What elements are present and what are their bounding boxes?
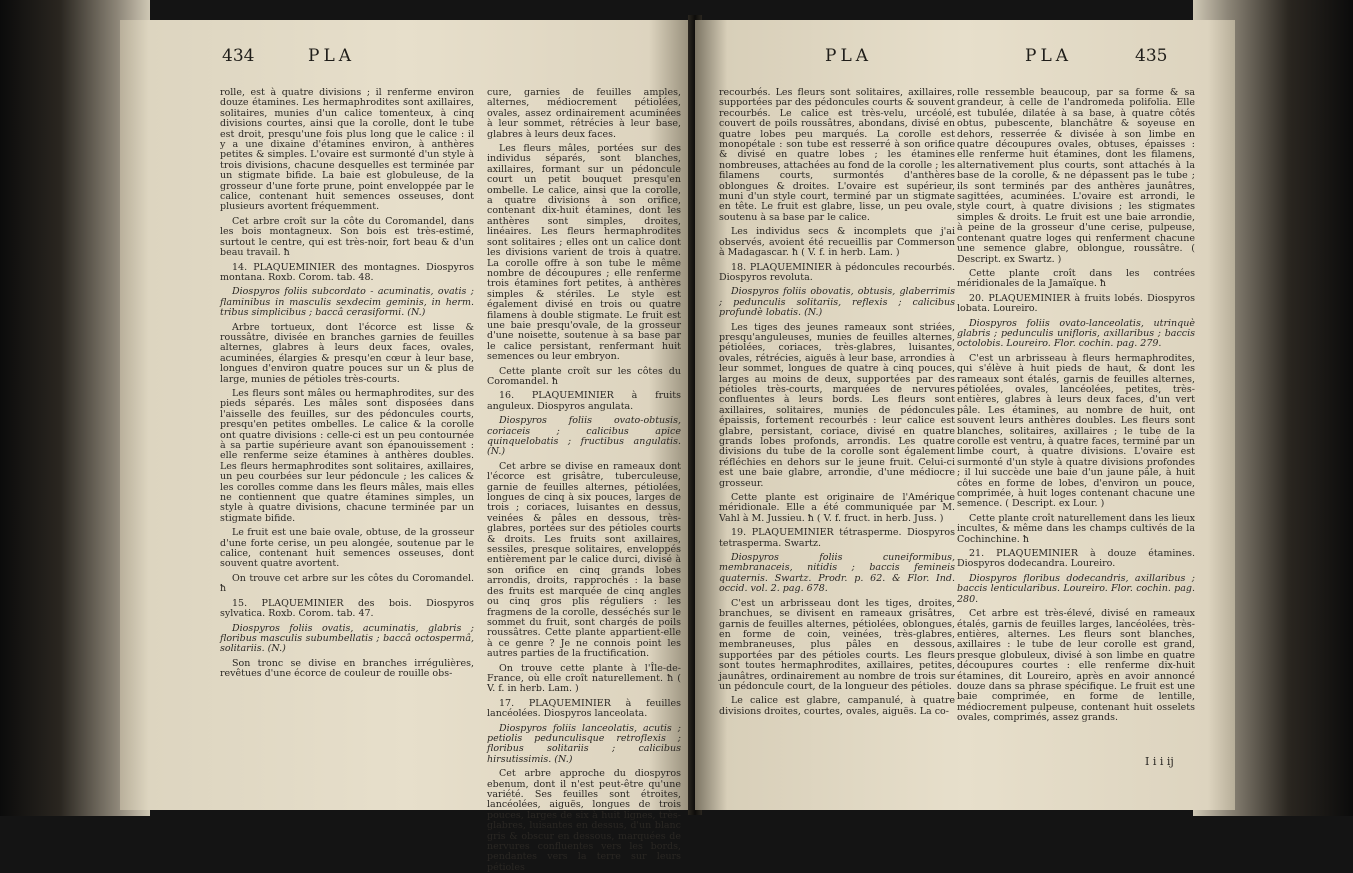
right-column-1 — [719, 88, 955, 744]
paragraph: Le calice est glabre, campanulé, à quatre divisions droites, courtes, ovales, aiguës. La co- — [719, 695, 955, 717]
paragraph: recourbés. Les fleurs sont solitaires, axillaires, supportées par des pédoncules courts & souvent recourbés. Le calice est très-velu, urcéolé, couvert de poils roussâtres, abondans, divisé en quatre lobes peu marqués. La corolle est monopétale : son tube est resserré à son orifice & divisé en quatre lobes ; les étamines nombreuses, attachées au fond de la corolle ; les filamens courts, surmontés d'anthères oblongues & droites. L'ovaire est supérieur, muni d'un style court, terminé par un stigmate en tête. Le fruit est glabre, lisse, un peu ovale, soutenu à sa base par le calice. — [719, 87, 955, 223]
paragraph: 14. PLAQUEMINIER des montagnes. Diospyros montana. Roxb. Corom. tab. 48. — [220, 261, 474, 283]
paragraph: Diospyros floribus dodecandris, axillaribus ; baccis lenticularibus. Loureiro. Flor. cochin. pag. 280. — [957, 572, 1195, 605]
paragraph: Diospyros foliis ovato-lanceolatis, utrinquè glabris ; pedunculis unifloris, axillaribus ; baccis octolobis. Loureiro. Flor. cochin. pag. 279. — [957, 317, 1195, 350]
paragraph: Diospyros foliis ovato-obtusis, coriaceis ; calicibus apice quinquelobatis ; fructibus angulatis. (N.) — [487, 415, 681, 458]
paragraph: Diospyros foliis subcordato - acuminatis, ovatis ; flaminibus in masculis sexdecim geminis, in herm. tribus simplicibus ; baccâ cerasiformi. (N.) — [220, 286, 474, 319]
paragraph: 19. PLAQUEMINIER tétrasperme. Diospyros tetrasperma. Swartz. — [719, 527, 955, 549]
paragraph: rolle ressemble beaucoup, par sa forme & sa grandeur, à celle de l'andromeda polifolia. Elle est tubulée, dilatée à sa base, à quatre côtés obtus, pubescente, blanchâtre & soyeuse en dehors, resserrée & divisée à son limbe en quatre découpures ovales, obtuses, épaisses : elle renferme huit étamines, dont les filamens, alternativement plus courts, sont attachés à la base de la corolle, & ne dépassent pas le tube ; ils sont terminés par des anthères jaunâtres, sagittées, acuminées. L'ovaire est arrondi, le style court, à quatre divisions ; les stigmates simples & droits. Le fruit est une baie arrondie, à peine de la grosseur d'une cerise, pulpeuse, contenant quatre loges qui renferment chacune une semence glabre, oblongue, roussâtre. ( Descript. ex Swartz. ) — [957, 87, 1195, 265]
paragraph: Cet arbre approche du diospyros ebenum, dont il n'est peut-être qu'une variété. Ses feuilles sont étroites, lancéolées, aiguës, longues de trois pouces, larges de six à huit lignes, très-glabres, luisantes en dessus, d'un blanc gris & obscur en dessous, marquées de nervures confluentes vers les bords, pendantes vers la terre sur leurs pétioles — [487, 768, 681, 873]
paragraph: C'est un arbrisseau dont les tiges, droites, branchues, se divisent en rameaux grisâtres, garnis de feuilles alternes, pétiolées, oblongues, en forme de coin, veinées, très-glabres, membraneuses, plus pâles en dessous, supportées par des pétioles courts. Les fleurs sont toutes hermaphrodites, axillaires, petites, jaunâtres, ordinairement au nombre de trois sur un pédoncule court, de la longueur des pétioles. — [719, 597, 955, 692]
paragraph: cure, garnies de feuilles amples, alternes, médiocrement pétiolées, ovales, assez ordinairement acuminées à leur sommet, rétrécies à leur base, glabres à leurs deux faces. — [487, 87, 681, 140]
paragraph: On trouve cette plante à l'Île-de-France, où elle croît naturellement. ħ ( V. f. in herb. Lam. ) — [487, 662, 681, 695]
running-header-right-1: PLA — [825, 46, 873, 66]
paragraph: Cette plante croît naturellement dans les lieux incultes, & même dans les champs cultivés de la Cochinchine. ħ — [957, 512, 1195, 545]
paragraph: Les fleurs mâles, portées sur des individus séparés, sont blanches, axillaires, formant sur un pédoncule court un petit bouquet presqu'en ombelle. Le calice, ainsi que la corolle, a quatre divisions à son orifice, contenant dix-huit étamines, dont les anthères sont simples, droites, linéaires. Les fleurs hermaphrodites sont solitaires ; elles ont un calice dont les divisions varient de trois à quatre. La corolle offre à son tube le même nombre de découpures ; elle renferme trois étamines fort petites, à anthères simples & stériles. Le style est également divisé en trois ou quatre filamens à double stigmate. Le fruit est une baie presqu'ovale, de la grosseur d'une noisette, soutenue à sa base par le calice persistant, renfermant huit semences ou leur embryon. — [487, 143, 681, 363]
paragraph: Cet arbre se divise en rameaux dont l'écorce est grisâtre, tuberculeuse, garnie de feuilles alternes, pétiolées, longues de cinq à six pouces, larges de trois ; coriaces, luisantes en dessus, veinées & pâles en dessous, très-glabres, portées sur des pétioles courts & droits. Les fruits sont axillaires, sessiles, presque solitaires, enveloppés entièrement par le calice durci, divisé à son orifice en cinq grands lobes arrondis, droits, rapprochés : la base des fruits est marquée de cinq angles ou cinq gros plis réguliers : les fragmens de la corolle, desséchés sur le sommet du fruit, sont chargés de poils roussâtres. Cette plante appartient-elle à ce genre ? Je ne connois point les autres parties de la fructification. — [487, 460, 681, 660]
paragraph: Les individus secs & incomplets que j'ai observés, avoient été recueillis par Commerson à Madagascar. ħ ( V. f. in herb. Lam. ) — [719, 226, 955, 259]
paragraph: Cet arbre croît sur la côte du Coromandel, dans les bois montagneux. Son bois est très-estimé, surtout le centre, qui est très-noir, fort beau & d'un beau travail. ħ — [220, 215, 474, 259]
paragraph: rolle, est à quatre divisions ; il renferme environ douze étamines. Les hermaphrodites sont axillaires, solitaires, munies d'un calice tomenteux, à cinq divisions courtes, ainsi que la corolle, dont le tube est droit, presqu'une fois plus long que le calice : il y a une dixaine d'étamines environ, à anthères petites & simples. L'ovaire est surmonté d'un style à trois divisions, chacune desquelles est terminée par un stigmate bifide. La baie est globuleuse, de la grosseur d'une forte prune, point enveloppée par le calice, contenant huit semences osseuses, dont plusieurs avortent fréquemment. — [220, 87, 474, 213]
paragraph: Les tiges des jeunes rameaux sont striées, presqu'anguleuses, munies de feuilles alternes, pétiolées, coriaces, très-glabres, luisantes, ovales, rétrécies, aiguës à leur base, arrondies à leur sommet, longues de quatre à cinq pouces, larges au moins de deux, supportées par des pétioles très-courts, marquées de nervures confluentes à leurs bords. Les fleurs sont axillaires, solitaires, munies de pédoncules épaissis, fortement recourbés : leur calice est glabre, persistant, coriace, divisé en quatre grands lobes profonds, arrondis. Les quatre divisions du tube de la corolle sont également réfléchies en dehors sur le jeune fruit. Celui-ci est une baie glabre, arrondie, d'une médiocre grosseur. — [719, 321, 955, 489]
paragraph: 20. PLAQUEMINIER à fruits lobés. Diospyros lobata. Loureiro. — [957, 292, 1195, 315]
paragraph: 18. PLAQUEMINIER à pédoncules recourbés. Diospyros revoluta. — [719, 261, 955, 283]
paragraph: 17. PLAQUEMINIER à feuilles lancéolées. Diospyros lanceolata. — [487, 697, 681, 720]
running-header-right-2: PLA — [1025, 46, 1073, 66]
paragraph: 16. PLAQUEMINIER à fruits anguleux. Diospyros angulata. — [487, 390, 681, 412]
left-page — [120, 20, 695, 873]
paragraph: Cette plante est originaire de l'Amérique méridionale. Elle a été communiquée par M. Vahl à M. Jussieu. ħ ( V. f. fruct. in herb. Juss. ) — [719, 492, 955, 524]
right-column-2 — [957, 88, 1195, 744]
right-page — [695, 20, 1235, 810]
paragraph: Diospyros foliis cuneiformibus, membranaceis, nitidis ; baccis femineis quaternis. Swartz. Prodr. p. 62. & Flor. Ind. occid. vol. 2. pag. 678. — [719, 552, 955, 595]
paragraph: Le fruit est une baie ovale, obtuse, de la grosseur d'une forte cerise, un peu alongée, soutenue par le calice, contenant huit semences osseuses, dont souvent quatre avortent. — [220, 527, 474, 570]
paragraph: Diospyros foliis obovatis, obtusis, glaberrimis ; pedunculis solitariis, reflexis ; calicibus profundè lobatis. (N.) — [719, 286, 955, 319]
paragraph: Cet arbre est très-élevé, divisé en rameaux étalés, garnis de feuilles larges, lancéolées, très-entières, alternes. Les fleurs sont blanches, axillaires : le tube de leur corolle est grand, presque globuleux, divisé à son limbe en quatre découpures courtes : elle renferme dix-huit étamines, dit Loureiro, après en avoir annoncé douze dans sa phrase spécifique. Le fruit est une baie comprimée, en forme de lentille, médiocrement pulpeuse, contenant huit osselets ovales, comprimés, assez grands. — [957, 608, 1195, 724]
running-header-left: PLA — [308, 46, 356, 66]
paragraph: Arbre tortueux, dont l'écorce est lisse & roussâtre, divisée en branches garnies de feuilles alternes, glabres à leurs deux faces, ovales, acuminées, élargies & presqu'en cœur à leur base, longues d'environ quatre pouces sur un & plus de large, munies de pétioles très-courts. — [220, 321, 474, 385]
paragraph: Cette plante croît dans les contrées méridionales de la Jamaïque. ħ — [957, 267, 1195, 290]
paragraph: Diospyros foliis lanceolatis, acutis ; petiolis pedunculisque retroflexis ; floribus solitariis ; calicibus hirsutissimis. (N.) — [487, 722, 681, 765]
left-column-1 — [220, 88, 474, 793]
paragraph: Les fleurs sont mâles ou hermaphrodites, sur des pieds séparés. Les mâles sont disposées dans l'aisselle des feuilles, sur des pédoncules courts, presqu'en petites ombelles. Le calice & la corolle ont quatre divisions : celle-ci est un peu contournée à sa partie supérieure avant son épanouissement : elle renferme seize étamines à anthères doubles. Les fleurs hermaphrodites sont solitaires, axillaires, un peu courbées sur leur pédoncule ; les calices & les corolles comme dans les fleurs mâles, mais elles ne contiennent que quatre étamines simples, un style à quatre divisions, chacune terminée par un stigmate bifide. — [220, 387, 474, 524]
page-number-left: 434 — [222, 46, 255, 66]
paragraph: 15. PLAQUEMINIER des bois. Diospyros sylvatica. Roxb. Corom. tab. 47. — [220, 597, 474, 620]
paragraph: C'est un arbrisseau à fleurs hermaphrodites, qui s'élève à huit pieds de haut, & dont les rameaux sont étalés, garnis de feuilles alternes, pétiolées, ovales, lancéolées, petites, très-entières, glabres à leurs deux faces, d'un vert pâle. Les étamines, au nombre de huit, ont souvent leurs anthères doubles. Les fleurs sont blanches, solitaires, axillaires ; le tube de la corolle est ventru, à quatre faces, terminé par un limbe court, à quatre divisions. L'ovaire est surmonté d'un style à quatre divisions profondes ; il lui succède une baie d'un jaune pâle, à huit côtes en forme de lobes, d'environ un pouce, comprimée, à huit loges contenant chacune une semence. ( Descript. ex Lour. ) — [957, 352, 1195, 510]
paragraph: On trouve cet arbre sur les côtes du Coromandel. ħ — [220, 572, 474, 595]
paragraph: Cette plante croît sur les côtes du Coromandel. ħ — [487, 365, 681, 387]
paragraph: Son tronc se divise en branches irrégulières, revêtues d'une écorce de couleur de rouille obs- — [220, 657, 474, 680]
signature-mark: I i i ij — [1145, 755, 1174, 768]
page-number-right: 435 — [1135, 46, 1168, 66]
paragraph: Diospyros foliis ovatis, acuminatis, glabris ; floribus masculis subumbellatis ; baccâ octospermâ, solitariis. (N.) — [220, 622, 474, 655]
left-column-2 — [487, 87, 681, 873]
paragraph: 21. PLAQUEMINIER à douze étamines. Diospyros dodecandra. Loureiro. — [957, 548, 1195, 570]
